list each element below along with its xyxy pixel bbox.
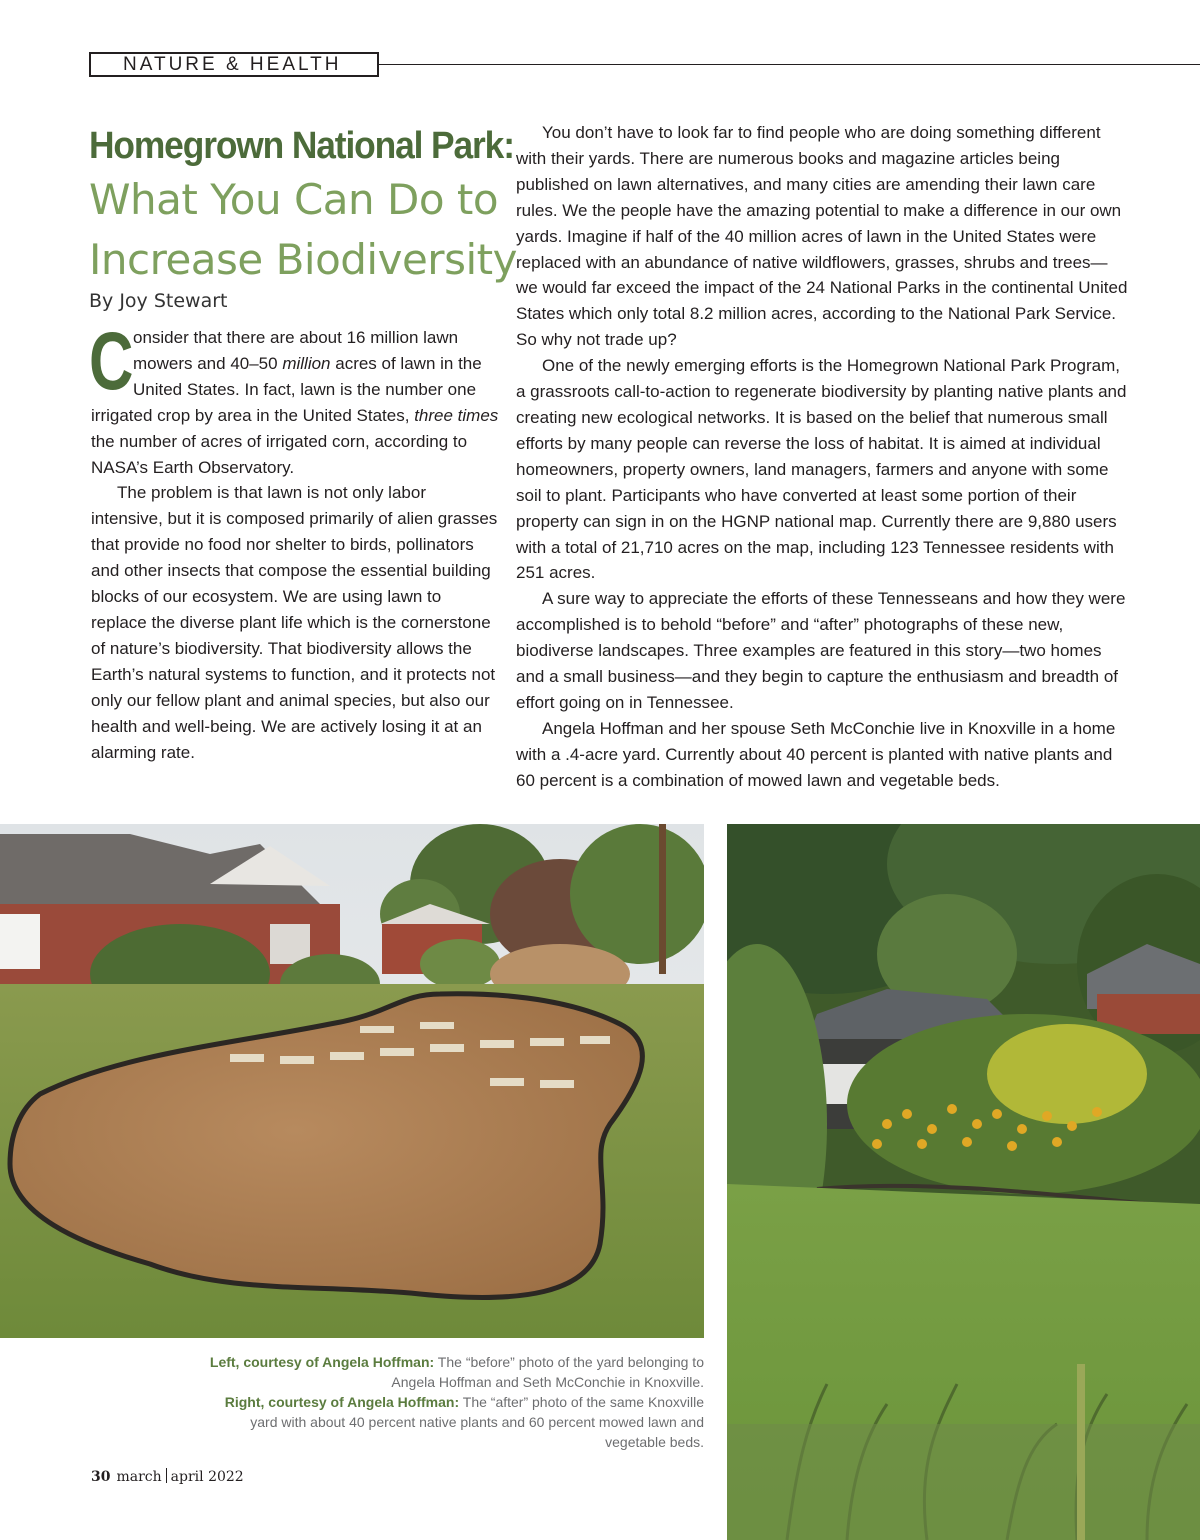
folio-issue: april 2022 (170, 1469, 244, 1485)
section-tag: NATURE & HEALTH (89, 52, 379, 77)
byline: By Joy Stewart (89, 290, 228, 312)
page-folio (91, 1468, 244, 1485)
drop-cap: C (89, 316, 134, 407)
after-photo (727, 824, 1200, 1540)
folio-divider (166, 1468, 167, 1483)
paragraph-hgnp: One of the newly emerging efforts is the Homegrown National Park Program, a grassroots call-to-action to regenerate biodiversity by planting native plants and creating new ecological networks. It is based on the belief that numerous small efforts by many people can reverse the loss of habitat. It is aimed at individual homeowners, property owners, land managers, farmers and anyone with some soil to plant. Participants who have converted at least some portion of their property can sign in on the HGNP national map. Currently there are 9,880 users with a total of 21,710 acres on the map, including 123 Tennessee residents with 251 acres. (516, 356, 1127, 583)
paragraph-intro: Consider that there are about 16 million lawn mowers and 40–50 million acres of lawn in the United States. In fact, lawn is the number one irrigated crop by area in the United States, three times the number of acres of irrigated corn, according to NASA’s Earth Observatory. (89, 316, 499, 477)
article-subtitle-line2: Increase Biodiversity (89, 235, 517, 284)
column-right (516, 120, 1128, 794)
article-subtitle-line1: What You Can Do to (89, 175, 499, 224)
paragraph-problem: The problem is that lawn is not only labor intensive, but it is composed primarily of alien grasses that provide no food nor shelter to birds, pollinators and other insects that compose the essential building blocks of our ecosystem. We are using lawn to replace the diverse plant life which is the cornerstone of nature’s biodiversity. That biodiversity allows the Earth’s natural systems to function, and it protects not only our fellow plant and animal species, but also our health and well-being. We are actively losing it at an alarming rate. (91, 483, 498, 762)
caption-right: Right, courtesy of Angela Hoffman: The “after” photo of the same Knoxville yard with about 40 percent native plants and 60 percent mowed lawn and vegetable beds. (224, 1394, 704, 1450)
paragraph-alternatives: You don’t have to look far to find people who are doing something different with their yards. There are numerous books and magazine articles being published on lawn alternatives, and many cities are amending their lawn care rules. We the people have the amazing potential to make a difference in our own yards. Imagine if half of the 40 million acres of lawn in the United States were replaced with an abundance of native wildflowers, grasses, shrubs and trees—we would far exceed the impact of the 24 National Parks in the continental United States which only total 8.2 million acres, according to the National Park Service. So why not trade up? (516, 123, 1128, 350)
page-number: 30 (91, 1469, 111, 1485)
paragraph-hoffman: Angela Hoffman and her spouse Seth McConchie live in Knoxville in a home with a .4-acre yard. Currently about 40 percent is planted with native plants and 60 percent is a combination of mowed lawn and vegetable beds. (516, 718, 1116, 790)
article-header (89, 122, 517, 314)
section-rule (379, 64, 1200, 65)
photo-caption (200, 1352, 704, 1452)
caption-left: Left, courtesy of Angela Hoffman: The “before” photo of the yard belonging to Angela Hoffman and Seth McConchie in Knoxville. (209, 1354, 704, 1390)
folio-month: march (116, 1469, 162, 1485)
paragraph-examples: A sure way to appreciate the efforts of these Tennesseans and how they were accomplished is to behold “before” and “after” photographs of these new, biodiverse landscapes. Three examples are featured in this story—two homes and a small business—and they begin to capture the enthusiasm and breadth of effort going on in Tennessee. (516, 589, 1126, 712)
column-left (89, 316, 501, 765)
before-photo (0, 824, 704, 1338)
article-title: Homegrown National Park: (89, 125, 514, 167)
